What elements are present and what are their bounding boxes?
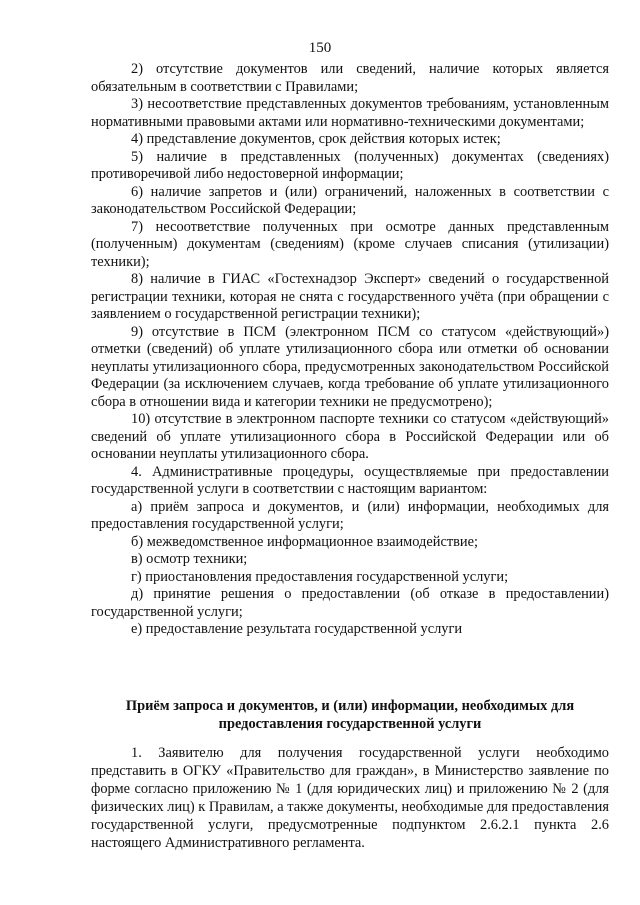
list-item: 9) отсутствие в ПСМ (электронном ПСМ со статусом «действующий») отметки (сведений) об уплате утилизационного сбора или отметки об основании неуплаты утилизационного сбора, предусмотренных законодательством Российской Федерации (за исключением случаев, когда требование об уплате утилизационного сбора в отношении вида и категории техники не предусмотрено); — [91, 323, 609, 410]
list-item: 6) наличие запретов и (или) ограничений, наложенных в соответствии с законодательством Российской Федерации; — [91, 183, 609, 217]
final-paragraph: 1. Заявителю для получения государственной услуги необходимо представить в ОГКУ «Правительство для граждан», в Министерство заявление по форме согласно приложению № 1 (для юридических лиц) и приложению № 2 (для физических лиц) к Правилам, а также документы, необходимые для предоставления государственной услуги, предусмотренные подпунктом 2.6.2.1 пункта 2.6 настоящего Административного регламента. — [91, 745, 609, 851]
list-item: г) приостановления предоставления государственной услуги; — [131, 568, 509, 585]
list-item: б) межведомственное информационное взаимодействие; — [131, 533, 479, 550]
list-item: 4. Административные процедуры, осуществляемые при предоставлении государственной услуги в соответствии с настоящим вариантом: — [91, 463, 609, 497]
document-body — [91, 61, 609, 639]
list-item: 8) наличие в ГИАС «Гостехнадзор Эксперт» сведений о государственной регистрации техники, которая не снята с государственного учёта (при обращении с заявлением о государственной регистрации техники); — [91, 271, 609, 322]
list-item: е) предоставление результата государственной услуги — [131, 621, 463, 637]
list-item: 3) несоответствие представленных документов требованиям, установленным нормативными правовыми актами или нормативно-техническими документами; — [91, 96, 609, 130]
list-item: 4) представление документов, срок действия которых истек; — [131, 131, 501, 147]
list-item: 7) несоответствие полученных при осмотре данных представленным (полученным) документам (сведениям) (кроме случаев списания (утилизации) техники); — [91, 218, 609, 270]
list-item: в) осмотр техники; — [131, 551, 248, 567]
list-item: 5) наличие в представленных (полученных) документах (сведениях) противоречивой либо недостоверной информации; — [91, 148, 609, 182]
list-item: а) приём запроса и документов, и (или) информации, необходимых для предоставления государственной услуги; — [91, 498, 609, 532]
section-heading: Приём запроса и документов, и (или) информации, необходимых для предоставления государственной услуги — [125, 698, 575, 732]
list-item: 10) отсутствие в электронном паспорте техники со статусом «действующий» сведений об уплате утилизационного сбора в Российской Федерации или об основании неуплаты утилизационного сбора. — [91, 411, 609, 462]
page-number: 150 — [308, 40, 332, 56]
list-item: д) принятие решения о предоставлении (об отказе в предоставлении) государственной услуги; — [91, 586, 609, 620]
list-item: 2) отсутствие документов или сведений, наличие которых является обязательным в соответствии с Правилами; — [91, 61, 609, 95]
